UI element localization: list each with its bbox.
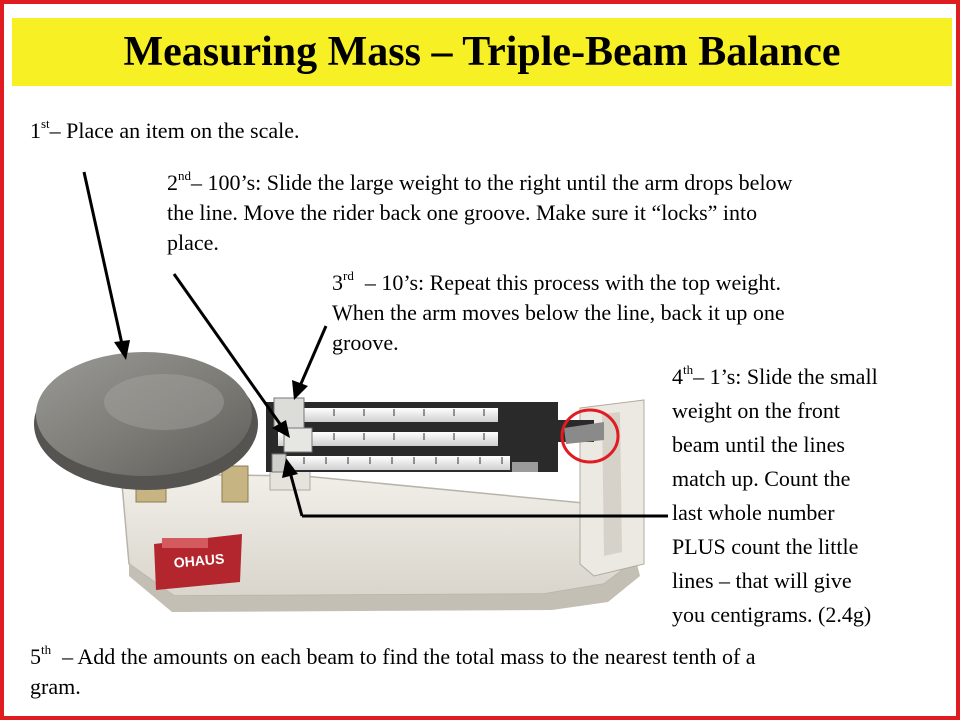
step-3-text [332,268,785,358]
step-4-text [672,360,878,632]
step-4-line-4: match up. Count the [672,466,851,491]
step-4-suffix: th [683,361,694,377]
step-4-ordinal: 4 [672,364,683,389]
step-5-line-2: gram. [30,674,81,699]
step-5-text [30,642,756,702]
step-2-line-3: place. [167,230,219,255]
step-1-text [30,116,300,146]
slide-title: Measuring Mass – Triple-Beam Balance [123,29,841,75]
step-2-text [167,168,792,258]
brand-label: OHAUS [173,550,225,571]
step-2-line-1: – 100’s: Slide the large weight to the right until the arm drops below [191,170,793,195]
step-4-line-3: beam until the lines [672,432,845,457]
balance-beams [266,398,604,472]
step-4-line-8: you centigrams. (2.4g) [672,602,872,627]
step-5-line-1: – Add the amounts on each beam to find the total mass to the nearest tenth of a [51,644,756,669]
step-3-ordinal: 3 [332,270,343,295]
step-3-suffix: rd [343,267,354,283]
step-3-line-2: When the arm moves below the line, back it up one [332,300,785,325]
balance-pan [34,352,258,490]
step-4-line-5: last whole number [672,500,835,525]
step-4-line-2: weight on the front [672,398,841,423]
step-2-suffix: nd [178,167,191,183]
brand-badge [154,534,242,590]
step-2-line-2: the line. Move the rider back one groove. Make sure it “locks” into [167,200,758,225]
step-5-ordinal: 5 [30,644,41,669]
step-3-line-3: groove. [332,330,399,355]
step-4-line-7: lines – that will give [672,568,852,593]
step-5-suffix: th [41,641,52,657]
step-3-line-1: – 10’s: Repeat this process with the top weight. [353,270,781,295]
step-4-line-1: – 1’s: Slide the small [693,364,878,389]
step-4-line-6: PLUS count the little [672,534,859,559]
step-2-ordinal: 2 [167,170,178,195]
step-1-suffix: st [41,115,50,131]
step-1-line: – Place an item on the scale. [49,118,300,143]
step-1-ordinal: 1 [30,118,41,143]
